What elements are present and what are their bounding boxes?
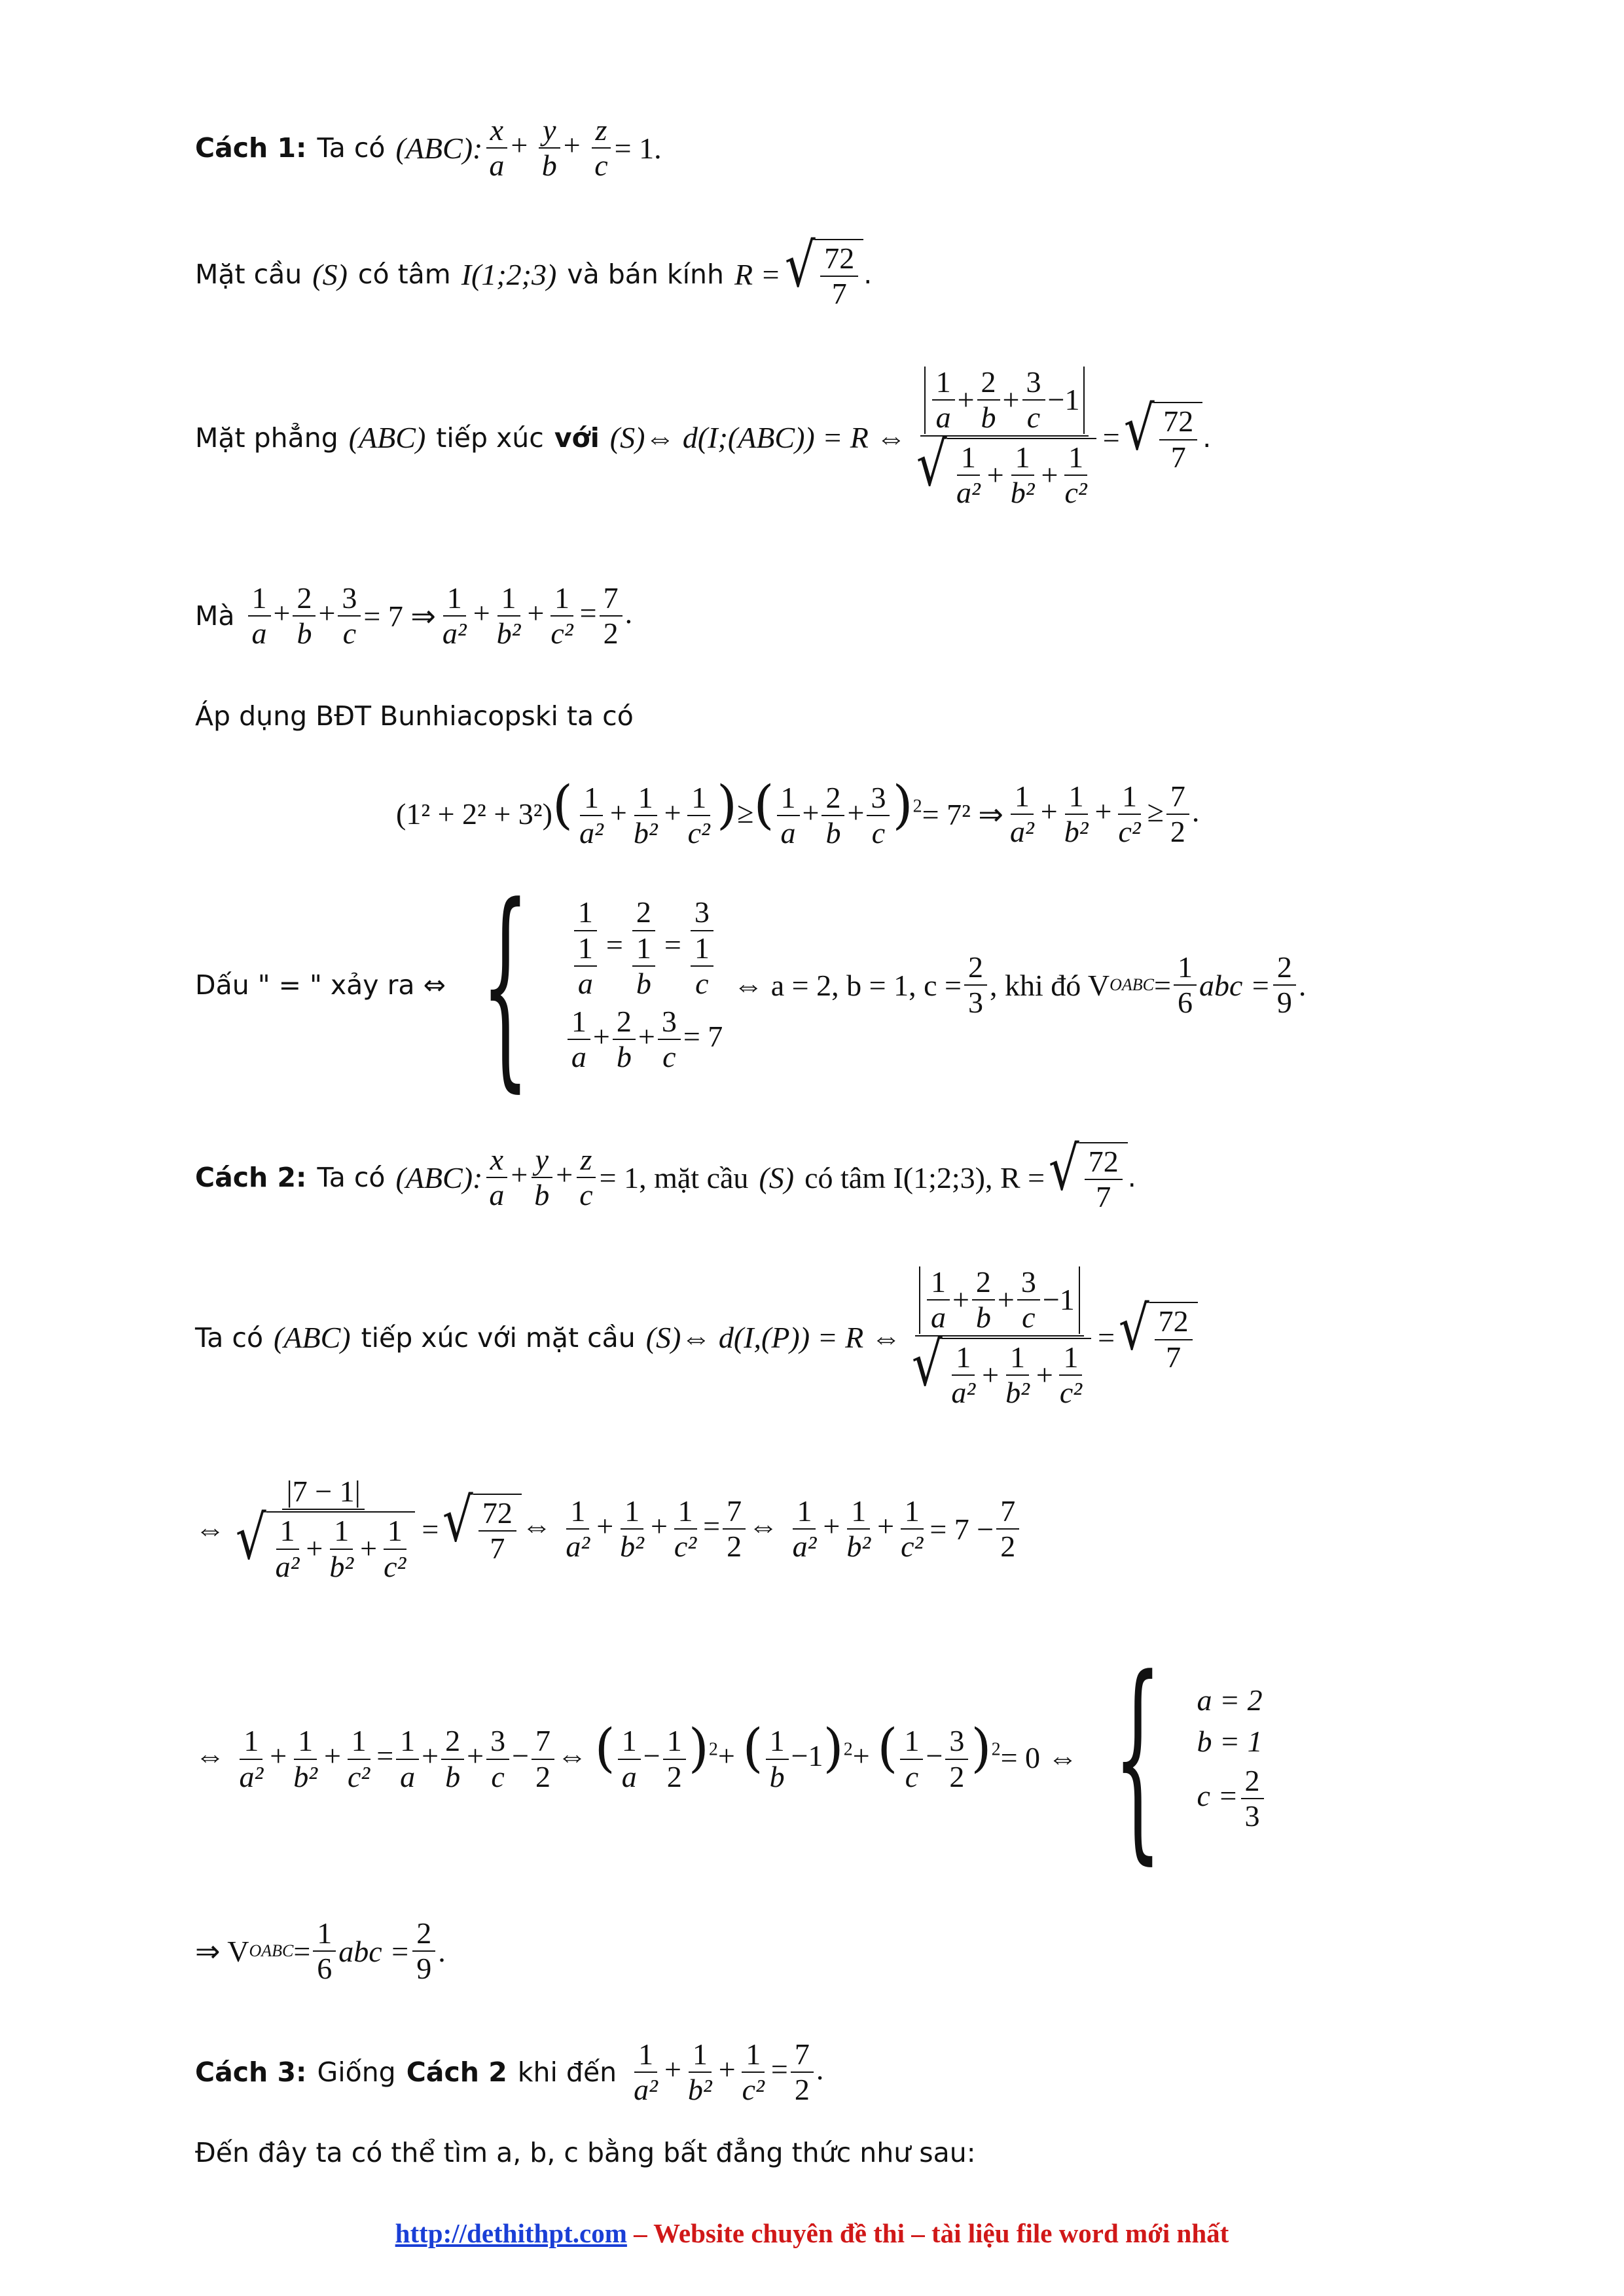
cach2-squares-line: ⇔ $\frac{1}{\text{a²}}$ + $\frac{1}{\text{b²}}$ + $\frac{1}{\text{c²}}$ = $\frac{1}{a}$ + $\frac{2}{b}$ + $\frac{3}{c}$ − $\frac{7}{2}$ ⇔ ( $\frac{1}{a}$ − $\frac{1}{2}$ )$^2$+ ( $\frac{1}{b}$ −1)$^2$+ ( $\frac{1}{c}$ − $\frac{3}{2}$ )$^2$ = 0 ⇔ { a = 2 b = 1 c = $\frac{2}{3}$ — [195, 1649, 1267, 1865]
sphere-pre: Mặt cầu — [195, 259, 302, 291]
cach3-label: Cách 3: — [195, 2056, 307, 2089]
final-pre: ⇒ V — [195, 1935, 249, 1969]
cach2-final-line: ⇒ V OABC = $\frac{1}{6}$ abc = $\frac{2}{9}$ . — [195, 1916, 446, 1986]
solution-system: a = 2 b = 1 c = $\frac{2}{3}$ — [1197, 1683, 1263, 1833]
footer-text: – Website chuyên đề thi – tài liệu file word mới nhất — [634, 2218, 1229, 2248]
tangent-cond: ⇔ d(I;(ABC)) = R ⇔ — [645, 421, 907, 455]
equality-system: $\frac{1}{\frac{1}{a}}$ = $\frac{2}{\frac{1}{b}}$ = $\frac{3}{\frac{1}{c}}$ $\frac{1}{a}$ + $\frac{2}{b}$ + $\frac{3}{c}$ = 7 — [565, 897, 723, 1073]
ma-eq: = 7 ⇒ — [363, 600, 436, 634]
apply-text: Áp dụng BĐT Bunhiacopski ta có — [195, 700, 634, 732]
bunh-rhs: = 7² ⇒ — [922, 797, 1003, 831]
cach1-plane-eq: $\frac{x}{a}$ + $\frac{y}{b}$ + $\frac{z}{c}$ — [482, 115, 614, 182]
cach3-text2: khi đến — [517, 2056, 617, 2089]
cach2-tangent-text: tiếp xúc với mặt cầu — [361, 1321, 636, 1354]
cach1-eq-rhs: = 1. — [614, 131, 662, 165]
bunhiacopski-line: (1² + 2² + 3²) ( $\frac{1}{\text{a²}}$ + $\frac{1}{\text{b²}}$ + $\frac{1}{\text{c²}}$ )≥( $\frac{1}{a}$ + $\frac{2}{b}$ + $\frac{3}{c}$ )$^2$ = 7² ⇒ $\frac{1}{\text{a²}}$ + $\frac{1}{\text{b²}}$ + $\frac{1}{\text{c²}}$ ≥ $\frac{7}{2}$ . — [396, 774, 1200, 850]
equality-pre: Dấu " = " xảy ra ⇔ — [195, 969, 446, 1001]
cach2-center: có tâm I(1;2;3), R = — [804, 1160, 1045, 1194]
step-eq1: = 7 − — [929, 1512, 994, 1546]
footer-link[interactable]: http://dethithpt.com — [395, 2218, 627, 2248]
radius-lhs: R = — [734, 257, 781, 291]
tangent-pre: Mặt phẳng — [195, 422, 338, 454]
abs-num: |7 − 1| — [282, 1476, 364, 1510]
cach3-next: Đến đây ta có thể tìm a, b, c bằng bất đẳng thức như sau: — [195, 2137, 976, 2168]
cach1-plane: (ABC): — [395, 131, 483, 165]
equality-line: Dấu " = " xảy ra ⇔ { $\frac{1}{\frac{1}{a}}$ = $\frac{2}{\frac{1}{b}}$ = $\frac{3}{\frac{1}{c}}$ $\frac{1}{a}$ + $\frac{2}{b}$ + $\frac{3}{c}$ = 7 ⇔ a = 2, b = 1, c = $\frac{2}{3}$ , khi đó V OABC = $\frac{1}{6}$ abc = $\frac{2}{9}$ . — [195, 859, 1307, 1111]
sphere-s: (S) — [312, 257, 348, 291]
zero-eq: = 0 ⇔ — [1000, 1740, 1078, 1774]
tangent-with: với — [554, 422, 600, 454]
cach2-tangent-line: Ta có (ABC) tiếp xúc với mặt cầu (S) ⇔ d(I,(P)) = R ⇔ $\frac{1}{a}$ + $\frac{2}{b}$ + $\frac{3}{c}$ −1 √ $\frac{1}{\text{a²}}$ + $\frac{1}{\text{b²}}$ + $\frac{1}{\text{c²}}$ = √ $\frac{72}{7}$ — [195, 1266, 1198, 1408]
tangent-mid: tiếp xúc — [436, 422, 544, 454]
radius-sqrt: √ $\frac{72}{7}$ — [781, 239, 864, 310]
sphere-center: I(1;2;3) — [461, 257, 557, 291]
cach3-text1: Giống — [317, 2056, 396, 2089]
cach3-next-line — [195, 2137, 976, 2168]
cach2-mid: = 1, mặt cầu — [599, 1160, 749, 1194]
cach2-label: Cách 2: — [195, 1162, 307, 1194]
ma-label: Mà — [195, 600, 235, 632]
cach2-step1-line: ⇔ |7 − 1| √ $\frac{1}{\text{a²}}$ + $\frac{1}{\text{b²}}$ + $\frac{1}{\text{c²}}$ = √ $\frac{72}{7}$ ⇔ $\frac{1}{\text{a²}}$ + $\frac{1}{\text{b²}}$ + $\frac{1}{\text{c²}}$ = $\frac{7}{2}$ ⇔ $\frac{1}{\text{a²}}$ + $\frac{1}{\text{b²}}$ + $\frac{1}{\text{c²}}$ = 7 − $\frac{7}{2}$ — [195, 1476, 1022, 1583]
cach2-tangent-cond: ⇔ d(I,(P)) = R ⇔ — [681, 1321, 901, 1355]
cach2-line: Cách 2: Ta có (ABC): $\frac{x}{a}$ + $\frac{y}{b}$ + $\frac{z}{c}$ = 1, mặt cầu (S) có tâm I(1;2;3), R = √ $\frac{72}{7}$ . — [195, 1134, 1136, 1214]
distance-fraction: $\frac{1}{a}$ + $\frac{2}{b}$ + $\frac{3}{c}$ −1 √ $\frac{1}{\text{a²}}$ + $\frac{1}{\text{b²}}$ + $\frac{1}{\text{c²}}$ — [909, 367, 1100, 509]
cach1-ma-line: Mà $\frac{1}{a}$ + $\frac{2}{b}$ + $\frac{3}{c}$ = 7 ⇒ $\frac{1}{\text{a²}}$ + $\frac{1}{\text{b²}}$ + $\frac{1}{\text{c²}}$ = $\frac{7}{2}$ . — [195, 581, 633, 651]
equality-end: , khi đó V — [989, 968, 1110, 1002]
cach1-apply-line — [195, 700, 634, 732]
cach2-intro: Ta có — [317, 1162, 386, 1194]
equality-result: ⇔ a = 2, b = 1, c = — [733, 968, 962, 1002]
cach1-label: Cách 1: — [195, 132, 307, 164]
cach1-tangent-line: Mặt phẳng (ABC) tiếp xúc với (S) ⇔ d(I;(ABC)) = R ⇔ $\frac{1}{a}$ + $\frac{2}{b}$ + $\frac{3}{c}$ −1 √ $\frac{1}{\text{a²}}$ + $\frac{1}{\text{b²}}$ + $\frac{1}{\text{c²}}$ = √ $\frac{72}{7}$ . — [195, 365, 1212, 509]
cach2-tangent-intro: Ta có — [195, 1321, 264, 1354]
cach1-line — [195, 115, 662, 182]
cach3-line: Cách 3: Giống Cách 2 khi đến $\frac{1}{\text{a²}}$ + $\frac{1}{\text{b²}}$ + $\frac{1}{\text{c²}}$ = $\frac{7}{2}$ . — [195, 2037, 824, 2107]
sphere-mid: có tâm — [357, 259, 451, 291]
vol-eq: abc = — [1199, 968, 1271, 1002]
cach1-sphere-line: Mặt cầu (S) có tâm I(1;2;3) và bán kính R = √ $\frac{72}{7}$ . — [195, 230, 873, 311]
cach3-ref: Cách 2 — [406, 2056, 507, 2089]
page-footer — [0, 2217, 1624, 2249]
bunh-lhs: (1² + 2² + 3²) — [396, 797, 552, 831]
radius-pre: và bán kính — [567, 259, 725, 291]
cach1-intro: Ta có — [317, 132, 386, 164]
